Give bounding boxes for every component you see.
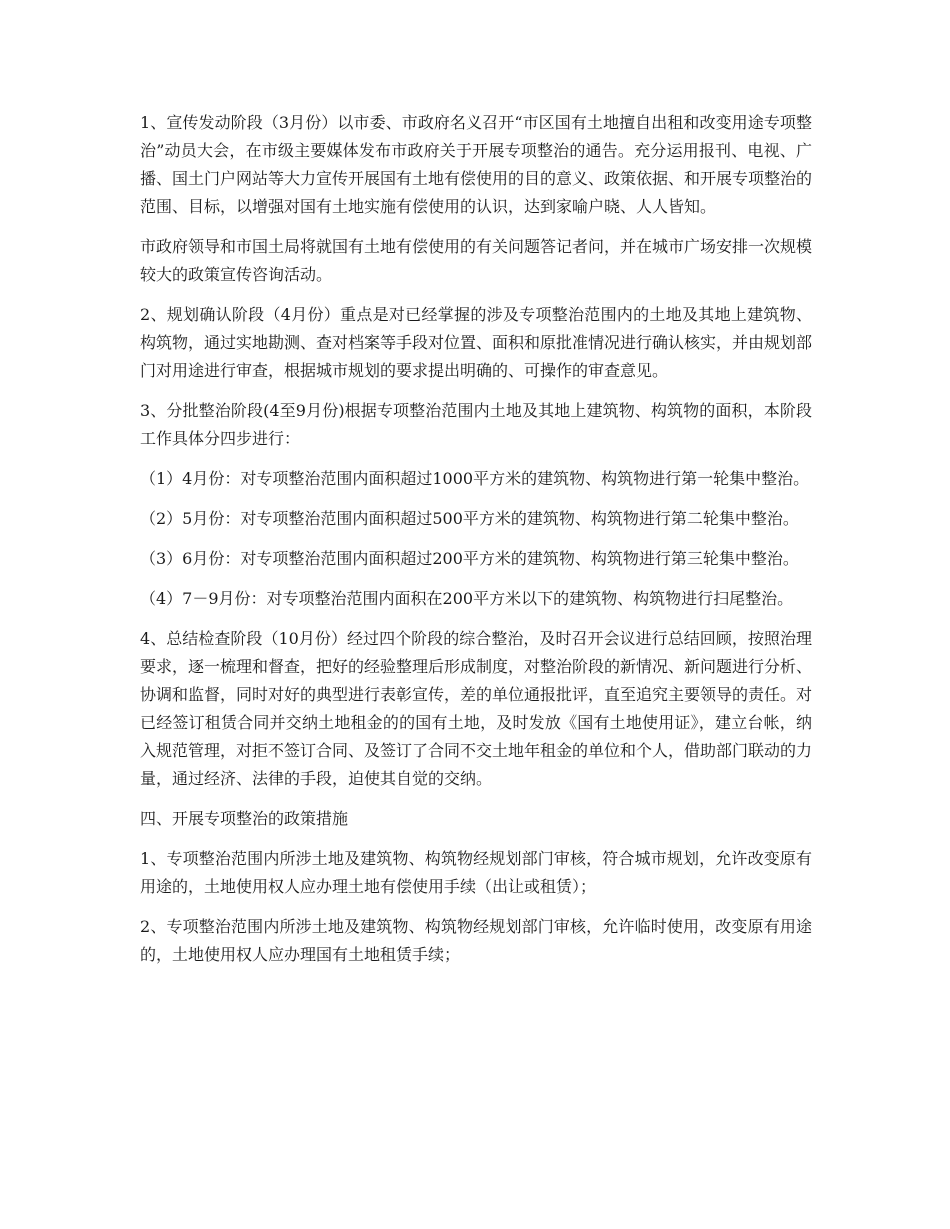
paragraph-step-1: （1）4月份：对专项整治范围内面积超过1000平方米的建筑物、构筑物进行第一轮集中整治。 [140,469,810,488]
section-heading-policy-measures: 四、开展专项整治的政策措施 [140,809,349,828]
paragraph-review-stage: 4、总结检查阶段（10月份）经过四个阶段的综合整治，及时召开会议进行总结回顾，按照治理要求，逐一梳理和督查，把好的经验整理后形成制度，对整治阶段的新情况、新问题进行分析、协调和监督，同时对好的典型进行表彰宣传，差的单位通报批评，直至追究主要领导的责任。对已经签订租赁合同并交纳土地租金的的国有土地，及时发放《国有土地使用证》，建立台帐，纳入规范管理，对拒不签订合同、及签订了合同不交土地年租金的单位和个人，借助部门联动的力量，通过经济、法律的手段，迫使其自觉的交纳。 [140,629,813,788]
paragraph-publicity-stage: 1、宣传发动阶段（3月份）以市委、市政府名义召开“市区国有土地擅自出租和改变用途专项整治”动员大会，在市级主要媒体发布市政府关于开展专项整治的通告。充分运用报刊、电视、广播、国土门户网站等大力宣传开展国有土地有偿使用的目的意义、政策依据、和开展专项整治的范围、目标，以增强对国有土地实施有偿使用的认识，达到家喻户晓、人人皆知。 [140,113,813,216]
paragraph-step-3: （3）6月份：对专项整治范围内面积超过200平方米的建筑物、构筑物进行第三轮集中整治。 [140,549,799,568]
paragraph-press-conference: 市政府领导和市国土局将就国有土地有偿使用的有关问题答记者问，并在城市广场安排一次规模较大的政策宣传咨询活动。 [140,237,813,284]
paragraph-step-4: （4）7－9月份：对专项整治范围内面积在200平方米以下的建筑物、构筑物进行扫尾整治。 [140,589,794,608]
paragraph-planning-stage: 2、规划确认阶段（4月份）重点是对已经掌握的涉及专项整治范围内的土地及其地上建筑物、构筑物，通过实地勘测、查对档案等手段对位置、面积和原批准情况进行确认核实，并由规划部门对用途进行审查，根据城市规划的要求提出明确的、可操作的审查意见。 [140,305,813,380]
paragraph-measure-1: 1、专项整治范围内所涉土地及建筑物、构筑物经规划部门审核，符合城市规划，允许改变原有用途的，土地使用权人应办理土地有偿使用手续（出让或租赁）； [140,849,812,896]
paragraph-batch-stage: 3、分批整治阶段(4至9月份)根据专项整治范围内土地及其地上建筑物、构筑物的面积，本阶段工作具体分四步进行： [140,401,812,448]
document-body [140,109,812,981]
paragraph-step-2: （2）5月份：对专项整治范围内面积超过500平方米的建筑物、构筑物进行第二轮集中整治。 [140,509,799,528]
paragraph-measure-2: 2、专项整治范围内所涉土地及建筑物、构筑物经规划部门审核，允许临时使用，改变原有用途的，土地使用权人应办理国有土地租赁手续； [140,917,812,964]
